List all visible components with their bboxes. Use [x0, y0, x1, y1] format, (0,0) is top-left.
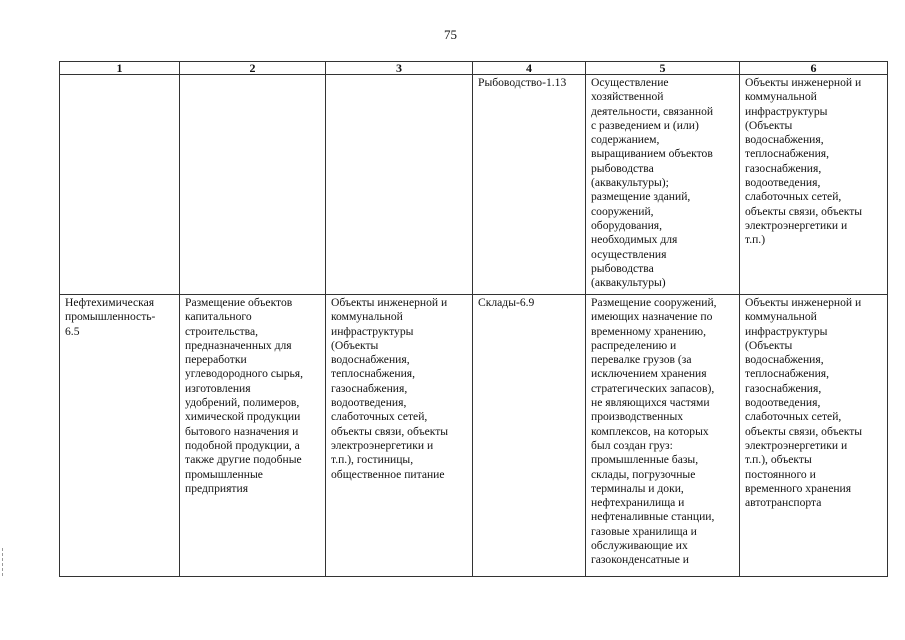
table-cell: Объекты инженерной и коммунальной инфраструктуры (Объекты водоснабжения, теплоснабжения, газоснабжения, водоотведения, слаботочных сетей, объекты связи, объекты электроэнергетики и т.п.) [740, 75, 888, 295]
table-cell: Размещение объектов капитального строительства, предназначенных для переработки углеводородного сырья, изготовления удобрений, полимеров, химической продукции бытового назначения и подобной продукции, а также другие подобные промышленные предприятия [180, 295, 326, 577]
table-row [60, 295, 888, 577]
table-cell: Рыбоводство-1.13 [473, 75, 586, 295]
column-header: 5 [586, 62, 740, 75]
table-cell: Размещение сооружений, имеющих назначение по временному хранению, распределению и перевалке грузов (за исключением хранения стратегических запасов), не являющихся частями производственных комплексов, на которых был создан груз: промышленные базы, склады, погрузочные терминалы и доки, нефтехранилища и нефтеналивные станции, газовые хранилища и обслуживающие их газоконденсатные и [586, 295, 740, 577]
table-cell: Осуществление хозяйственной деятельности, связанной с разведением и (или) содержанием, выращиванием объектов рыбоводства (аквакультуры); размещение зданий, сооружений, оборудования, необходимых для осуществления рыбоводства (аквакультуры) [586, 75, 740, 295]
table-cell: Нефтехимическая промышленность- 6.5 [60, 295, 180, 577]
table-row [60, 75, 888, 295]
land-use-table [59, 61, 888, 577]
column-header: 3 [326, 62, 473, 75]
page-number: 75 [444, 27, 457, 42]
table-cell [60, 75, 180, 295]
column-header: 1 [60, 62, 180, 75]
column-header: 4 [473, 62, 586, 75]
table-cell [326, 75, 473, 295]
table-cell [180, 75, 326, 295]
scan-margin-marks [2, 548, 6, 576]
table-header-row [60, 62, 888, 75]
column-header: 6 [740, 62, 888, 75]
table-cell: Склады-6.9 [473, 295, 586, 577]
table-cell: Объекты инженерной и коммунальной инфраструктуры (Объекты водоснабжения, теплоснабжения, газоснабжения, водоотведения, слаботочных сетей, объекты связи, объекты электроэнергетики и т.п.), гостиницы, общественное питание [326, 295, 473, 577]
column-header: 2 [180, 62, 326, 75]
table-cell: Объекты инженерной и коммунальной инфраструктуры (Объекты водоснабжения, теплоснабжения, газоснабжения, водоотведения, слаботочных сетей, объекты связи, объекты электроэнергетики и т.п.), объекты постоянного и временного хранения автотранспорта [740, 295, 888, 577]
